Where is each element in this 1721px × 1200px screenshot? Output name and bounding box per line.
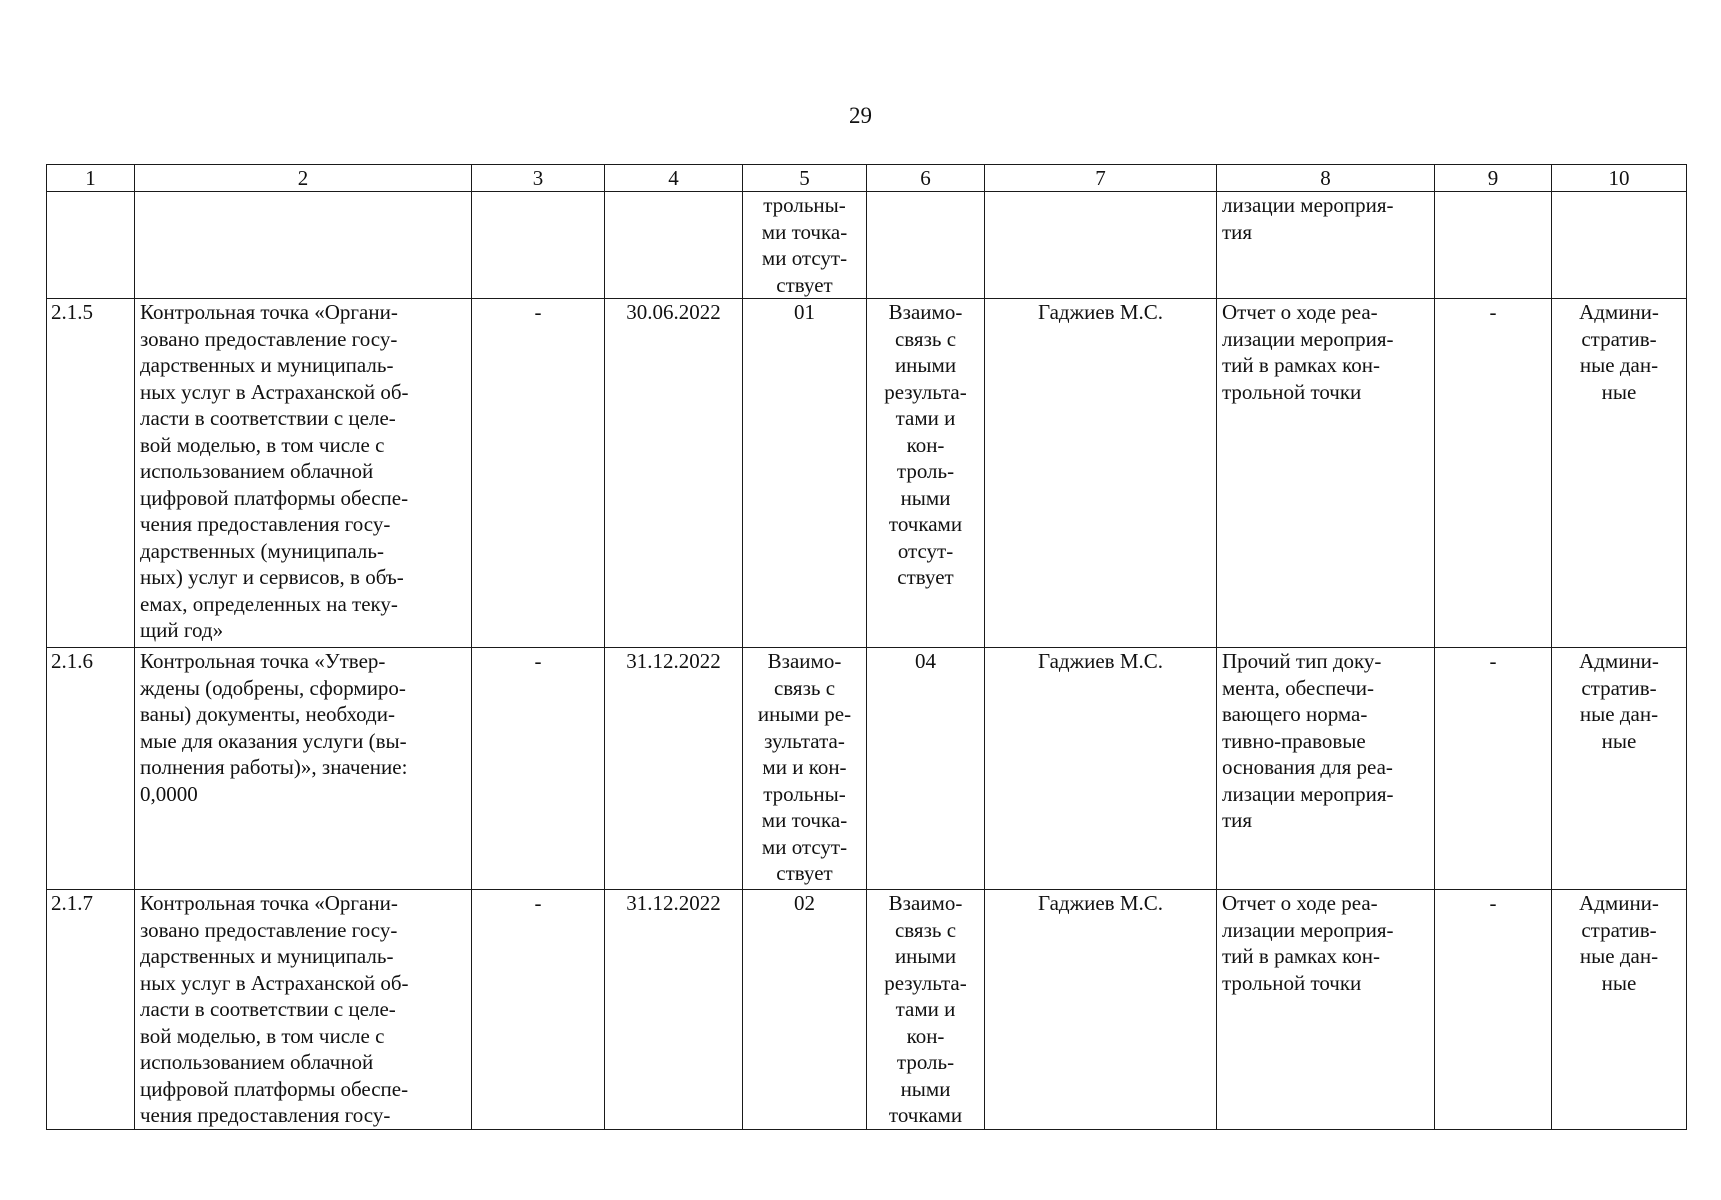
column-header: 1	[47, 165, 135, 192]
data-source-cell: Админи- стратив- ные дан- ные	[1552, 648, 1687, 890]
column-3-cell: -	[472, 648, 605, 890]
row-number-cell	[47, 192, 135, 299]
responsible-cell: Гаджиев М.С.	[985, 648, 1217, 890]
responsible-cell	[985, 192, 1217, 299]
column-header: 4	[605, 165, 743, 192]
column-header: 10	[1552, 165, 1687, 192]
row-number-cell: 2.1.5	[47, 299, 135, 648]
column-header: 9	[1435, 165, 1552, 192]
row-number-cell: 2.1.7	[47, 890, 135, 1130]
column-3-cell	[472, 192, 605, 299]
table-header-row	[47, 165, 1687, 192]
column-header: 7	[985, 165, 1217, 192]
column-6-cell: Взаимо- связь с иными результа- тами и кон- троль- ными точками отсут- ствует	[867, 299, 985, 648]
table-row-2-1-6	[47, 648, 1687, 890]
document-type-cell: лизации мероприя- тия	[1217, 192, 1435, 299]
column-5-cell: 01	[743, 299, 867, 648]
column-9-cell: -	[1435, 890, 1552, 1130]
column-6-cell	[867, 192, 985, 299]
column-6-cell: 04	[867, 648, 985, 890]
date-cell: 31.12.2022	[605, 890, 743, 1130]
control-point-name-cell: Контрольная точка «Органи- зовано предоставление госу- дарственных и муниципаль- ных услуг в Астраханской об- ласти в соответствии с целе- вой моделью, в том числе с использованием облачной цифровой платформы обеспе- чения предоставления госу- дарственных (муниципаль- ных) услуг и сервисов, в объ- емах, определенных на теку- щий год»	[135, 299, 472, 648]
document-type-cell: Отчет о ходе реа- лизации мероприя- тий в рамках кон- трольной точки	[1217, 890, 1435, 1130]
column-5-cell: 02	[743, 890, 867, 1130]
column-header: 8	[1217, 165, 1435, 192]
data-source-cell: Админи- стратив- ные дан- ные	[1552, 299, 1687, 648]
row-number-cell: 2.1.6	[47, 648, 135, 890]
column-header: 6	[867, 165, 985, 192]
column-header: 2	[135, 165, 472, 192]
column-header: 3	[472, 165, 605, 192]
responsible-cell: Гаджиев М.С.	[985, 299, 1217, 648]
control-points-table	[46, 164, 1687, 1130]
control-point-name-cell: Контрольная точка «Утвер- ждены (одобрены, сформиро- ваны) документы, необходи- мые для оказания услуги (вы- полнения работы)», значение: 0,0000	[135, 648, 472, 890]
column-3-cell: -	[472, 890, 605, 1130]
column-header: 5	[743, 165, 867, 192]
column-9-cell: -	[1435, 648, 1552, 890]
date-cell: 31.12.2022	[605, 648, 743, 890]
document-type-cell: Прочий тип доку- мента, обеспечи- вающего норма- тивно-правовые основания для реа- лизации мероприя- тия	[1217, 648, 1435, 890]
data-source-cell	[1552, 192, 1687, 299]
table-row-continuation	[47, 192, 1687, 299]
column-5-cell: Взаимо- связь с иными ре- зультата- ми и кон- трольны- ми точка- ми отсут- ствует	[743, 648, 867, 890]
document-type-cell: Отчет о ходе реа- лизации мероприя- тий в рамках кон- трольной точки	[1217, 299, 1435, 648]
column-5-cell: трольны- ми точка- ми отсут- ствует	[743, 192, 867, 299]
column-6-cell: Взаимо- связь с иными результа- тами и кон- троль- ными точками	[867, 890, 985, 1130]
date-cell: 30.06.2022	[605, 299, 743, 648]
control-point-name-cell: Контрольная точка «Органи- зовано предоставление госу- дарственных и муниципаль- ных услуг в Астраханской об- ласти в соответствии с целе- вой моделью, в том числе с использованием облачной цифровой платформы обеспе- чения предоставления госу-	[135, 890, 472, 1130]
responsible-cell: Гаджиев М.С.	[985, 890, 1217, 1130]
table-row-2-1-7	[47, 890, 1687, 1130]
data-source-cell: Админи- стратив- ные дан- ные	[1552, 890, 1687, 1130]
date-cell	[605, 192, 743, 299]
column-3-cell: -	[472, 299, 605, 648]
column-9-cell: -	[1435, 299, 1552, 648]
page-number: 29	[849, 103, 872, 128]
table-row-2-1-5	[47, 299, 1687, 648]
control-point-name-cell	[135, 192, 472, 299]
column-9-cell	[1435, 192, 1552, 299]
control-points-table-wrapper	[46, 164, 1686, 1130]
